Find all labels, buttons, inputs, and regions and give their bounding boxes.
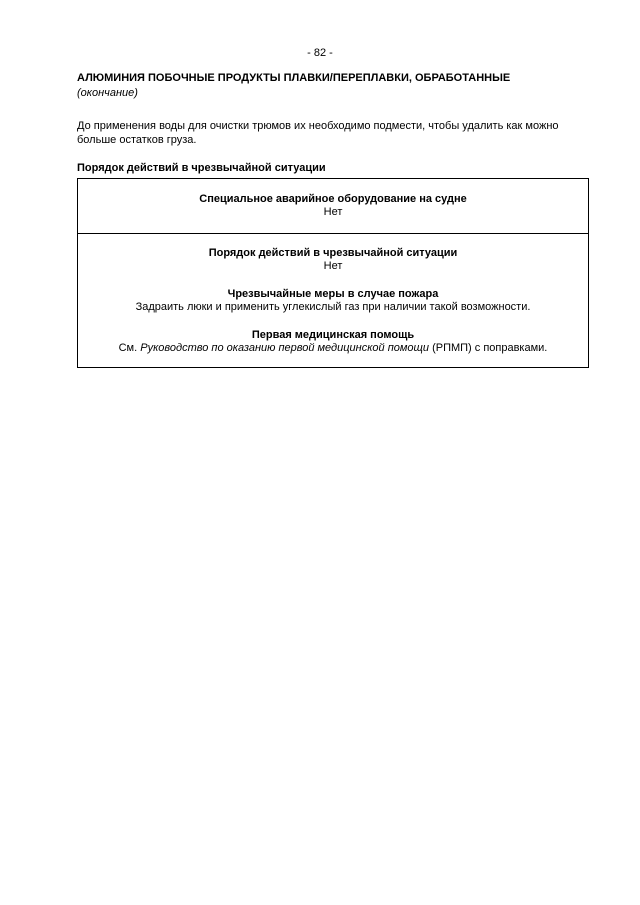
emergency-table [77,178,589,368]
first-aid-title: Первая медицинская помощь [251,329,415,341]
procedures-title: Порядок действий в чрезвычайной ситуации [208,247,458,259]
emergency-section-heading: Порядок действий в чрезвычайной ситуации [77,162,326,174]
document-subtitle: (окончание) [77,87,138,99]
document-title: АЛЮМИНИЯ ПОБОЧНЫЕ ПРОДУКТЫ ПЛАВКИ/ПЕРЕПЛАВКИ, ОБРАБОТАННЫЕ [77,72,511,84]
first-aid-suffix: (РПМП) с поправками. [429,342,548,354]
equipment-value: Нет [323,206,343,218]
first-aid-guide-title: Руководство по оказанию первой медицинской помощи [140,342,430,354]
procedures-cell [78,234,588,367]
intro-paragraph: До применения воды для очистки трюмов их необходимо подмести, чтобы удалить как можно больше остатков груза. [77,120,559,146]
fire-value: Задраить люки и применить углекислый газ при наличии такой возможности. [135,301,531,313]
page-number: - 82 - [307,47,333,59]
first-aid-block [82,329,584,355]
fire-block [82,288,584,314]
procedures-value: Нет [323,260,343,272]
equipment-title: Специальное аварийное оборудование на судне [199,193,467,205]
first-aid-value [82,342,584,355]
procedures-block [82,247,584,273]
first-aid-prefix: См. [118,342,141,354]
equipment-cell [78,179,588,234]
document-content [77,71,589,368]
fire-title: Чрезвычайные меры в случае пожара [227,288,439,300]
